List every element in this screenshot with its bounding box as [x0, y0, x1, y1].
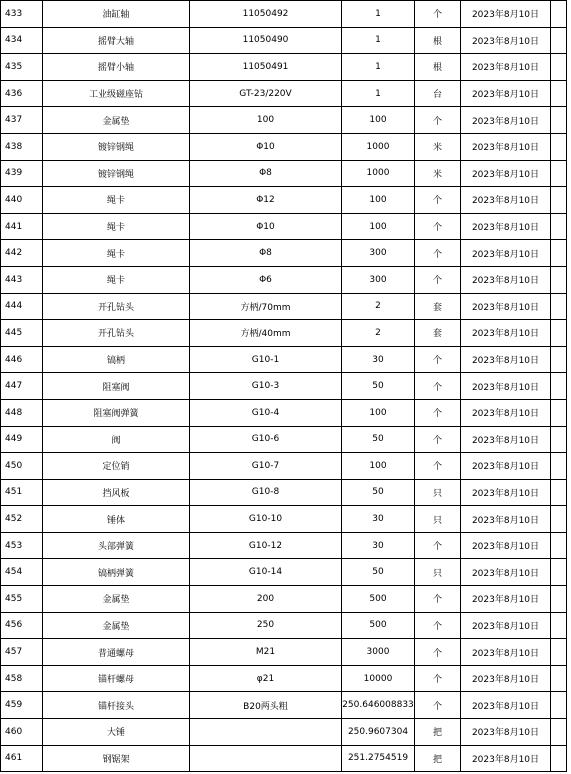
- date-cell: 2023年8月10日: [461, 320, 551, 347]
- item-name-cell: 摇臂大轴: [43, 27, 190, 54]
- unit-cell: 个: [415, 426, 461, 453]
- table-row: [1, 532, 567, 559]
- unit-cell: 把: [415, 719, 461, 746]
- spec-cell: G10-6: [190, 426, 342, 453]
- quantity-cell: 10000: [342, 665, 415, 692]
- unit-cell: 套: [415, 320, 461, 347]
- table-row: [1, 1, 567, 28]
- date-cell: 2023年8月10日: [461, 399, 551, 426]
- row-number-cell: 459: [1, 692, 43, 719]
- spec-cell: Φ10: [190, 133, 342, 160]
- row-number-cell: 456: [1, 612, 43, 639]
- row-number-cell: 440: [1, 187, 43, 214]
- quantity-cell: 500: [342, 586, 415, 613]
- spec-cell: M21: [190, 639, 342, 666]
- item-name-cell: 绳卡: [43, 240, 190, 267]
- unit-cell: 米: [415, 160, 461, 187]
- table-row: [1, 80, 567, 107]
- table-row: [1, 559, 567, 586]
- date-cell: 2023年8月10日: [461, 107, 551, 134]
- table-row: [1, 320, 567, 347]
- quantity-cell: 100: [342, 453, 415, 480]
- date-cell: 2023年8月10日: [461, 719, 551, 746]
- date-cell: 2023年8月10日: [461, 559, 551, 586]
- empty-cell: [551, 27, 567, 54]
- empty-cell: [551, 320, 567, 347]
- date-cell: 2023年8月10日: [461, 160, 551, 187]
- item-name-cell: 绳卡: [43, 213, 190, 240]
- spec-cell: 250: [190, 612, 342, 639]
- date-cell: 2023年8月10日: [461, 479, 551, 506]
- date-cell: 2023年8月10日: [461, 187, 551, 214]
- quantity-cell: 1000: [342, 160, 415, 187]
- unit-cell: 根: [415, 27, 461, 54]
- spec-cell: Φ8: [190, 240, 342, 267]
- item-name-cell: 金属垫: [43, 586, 190, 613]
- empty-cell: [551, 692, 567, 719]
- table-row: [1, 665, 567, 692]
- row-number-cell: 453: [1, 532, 43, 559]
- spec-cell: 11050491: [190, 54, 342, 81]
- quantity-cell: 1: [342, 80, 415, 107]
- item-name-cell: 定位销: [43, 453, 190, 480]
- row-number-cell: 458: [1, 665, 43, 692]
- table-row: [1, 506, 567, 533]
- item-name-cell: 阻塞阀: [43, 373, 190, 400]
- table-row: [1, 27, 567, 54]
- quantity-cell: 50: [342, 559, 415, 586]
- item-name-cell: 摇臂小轴: [43, 54, 190, 81]
- table-row: [1, 266, 567, 293]
- row-number-cell: 442: [1, 240, 43, 267]
- quantity-cell: 50: [342, 373, 415, 400]
- date-cell: 2023年8月10日: [461, 426, 551, 453]
- date-cell: 2023年8月10日: [461, 532, 551, 559]
- row-number-cell: 444: [1, 293, 43, 320]
- empty-cell: [551, 479, 567, 506]
- row-number-cell: 450: [1, 453, 43, 480]
- item-name-cell: 镐柄弹簧: [43, 559, 190, 586]
- row-number-cell: 441: [1, 213, 43, 240]
- item-name-cell: 普通螺母: [43, 639, 190, 666]
- empty-cell: [551, 426, 567, 453]
- unit-cell: 个: [415, 532, 461, 559]
- unit-cell: 个: [415, 213, 461, 240]
- empty-cell: [551, 160, 567, 187]
- empty-cell: [551, 213, 567, 240]
- spec-cell: G10-3: [190, 373, 342, 400]
- unit-cell: 个: [415, 266, 461, 293]
- quantity-cell: 250.9607304: [342, 719, 415, 746]
- spec-cell: 200: [190, 586, 342, 613]
- empty-cell: [551, 346, 567, 373]
- row-number-cell: 443: [1, 266, 43, 293]
- row-number-cell: 435: [1, 54, 43, 81]
- table-row: [1, 160, 567, 187]
- row-number-cell: 447: [1, 373, 43, 400]
- date-cell: 2023年8月10日: [461, 373, 551, 400]
- row-number-cell: 449: [1, 426, 43, 453]
- unit-cell: 个: [415, 639, 461, 666]
- row-number-cell: 451: [1, 479, 43, 506]
- quantity-cell: 50: [342, 426, 415, 453]
- date-cell: 2023年8月10日: [461, 133, 551, 160]
- unit-cell: 套: [415, 293, 461, 320]
- spec-cell: Φ10: [190, 213, 342, 240]
- quantity-cell: 1: [342, 27, 415, 54]
- spec-cell: 11050492: [190, 1, 342, 28]
- unit-cell: 个: [415, 346, 461, 373]
- row-number-cell: 457: [1, 639, 43, 666]
- table-row: [1, 692, 567, 719]
- item-name-cell: 绳卡: [43, 266, 190, 293]
- spec-cell: B20两头粗: [190, 692, 342, 719]
- quantity-cell: 250.646008833: [342, 692, 415, 719]
- spec-cell: G10-12: [190, 532, 342, 559]
- quantity-cell: 251.2754519: [342, 745, 415, 772]
- item-name-cell: 工业级磁座钻: [43, 80, 190, 107]
- row-number-cell: 439: [1, 160, 43, 187]
- empty-cell: [551, 719, 567, 746]
- quantity-cell: 300: [342, 266, 415, 293]
- spec-cell: 方柄/70mm: [190, 293, 342, 320]
- empty-cell: [551, 133, 567, 160]
- empty-cell: [551, 559, 567, 586]
- spec-cell: Φ8: [190, 160, 342, 187]
- item-name-cell: 锚杆接头: [43, 692, 190, 719]
- row-number-cell: 438: [1, 133, 43, 160]
- row-number-cell: 436: [1, 80, 43, 107]
- table-row: [1, 346, 567, 373]
- date-cell: 2023年8月10日: [461, 80, 551, 107]
- item-name-cell: 阻塞阀弹簧: [43, 399, 190, 426]
- item-name-cell: 镀锌钢绳: [43, 133, 190, 160]
- quantity-cell: 100: [342, 107, 415, 134]
- spec-cell: Φ12: [190, 187, 342, 214]
- table-row: [1, 745, 567, 772]
- spec-cell: Φ6: [190, 266, 342, 293]
- spec-cell: φ21: [190, 665, 342, 692]
- quantity-cell: 1: [342, 54, 415, 81]
- row-number-cell: 448: [1, 399, 43, 426]
- spec-cell: G10-8: [190, 479, 342, 506]
- empty-cell: [551, 399, 567, 426]
- unit-cell: 个: [415, 240, 461, 267]
- empty-cell: [551, 373, 567, 400]
- table-row: [1, 54, 567, 81]
- item-name-cell: 油缸轴: [43, 1, 190, 28]
- row-number-cell: 437: [1, 107, 43, 134]
- unit-cell: 米: [415, 133, 461, 160]
- unit-cell: 台: [415, 80, 461, 107]
- row-number-cell: 452: [1, 506, 43, 533]
- table-row: [1, 719, 567, 746]
- item-name-cell: 头部弹簧: [43, 532, 190, 559]
- quantity-cell: 50: [342, 479, 415, 506]
- date-cell: 2023年8月10日: [461, 745, 551, 772]
- spec-cell: [190, 745, 342, 772]
- table-row: [1, 479, 567, 506]
- quantity-cell: 1000: [342, 133, 415, 160]
- date-cell: 2023年8月10日: [461, 612, 551, 639]
- spec-cell: 100: [190, 107, 342, 134]
- table-row: [1, 426, 567, 453]
- empty-cell: [551, 1, 567, 28]
- empty-cell: [551, 293, 567, 320]
- quantity-cell: 300: [342, 240, 415, 267]
- unit-cell: 根: [415, 54, 461, 81]
- table-body: [1, 1, 567, 772]
- item-name-cell: 阀: [43, 426, 190, 453]
- quantity-cell: 30: [342, 506, 415, 533]
- date-cell: 2023年8月10日: [461, 506, 551, 533]
- empty-cell: [551, 266, 567, 293]
- empty-cell: [551, 612, 567, 639]
- item-name-cell: 镀锌钢绳: [43, 160, 190, 187]
- unit-cell: 只: [415, 506, 461, 533]
- table-row: [1, 107, 567, 134]
- empty-cell: [551, 453, 567, 480]
- quantity-cell: 100: [342, 399, 415, 426]
- date-cell: 2023年8月10日: [461, 453, 551, 480]
- empty-cell: [551, 506, 567, 533]
- row-number-cell: 434: [1, 27, 43, 54]
- unit-cell: 个: [415, 373, 461, 400]
- empty-cell: [551, 54, 567, 81]
- date-cell: 2023年8月10日: [461, 692, 551, 719]
- unit-cell: 个: [415, 1, 461, 28]
- quantity-cell: 500: [342, 612, 415, 639]
- date-cell: 2023年8月10日: [461, 27, 551, 54]
- item-name-cell: 锤体: [43, 506, 190, 533]
- quantity-cell: 3000: [342, 639, 415, 666]
- unit-cell: 个: [415, 399, 461, 426]
- table-row: [1, 586, 567, 613]
- empty-cell: [551, 107, 567, 134]
- item-name-cell: 开孔钻头: [43, 293, 190, 320]
- item-name-cell: 锚杆螺母: [43, 665, 190, 692]
- empty-cell: [551, 745, 567, 772]
- quantity-cell: 1: [342, 1, 415, 28]
- row-number-cell: 433: [1, 1, 43, 28]
- item-name-cell: 金属垫: [43, 107, 190, 134]
- spec-cell: G10-1: [190, 346, 342, 373]
- spec-cell: GT-23/220V: [190, 80, 342, 107]
- unit-cell: 个: [415, 187, 461, 214]
- empty-cell: [551, 665, 567, 692]
- spec-cell: G10-4: [190, 399, 342, 426]
- unit-cell: 只: [415, 479, 461, 506]
- unit-cell: 把: [415, 745, 461, 772]
- unit-cell: 个: [415, 665, 461, 692]
- unit-cell: 个: [415, 586, 461, 613]
- quantity-cell: 100: [342, 213, 415, 240]
- quantity-cell: 100: [342, 187, 415, 214]
- table-row: [1, 240, 567, 267]
- table-row: [1, 453, 567, 480]
- date-cell: 2023年8月10日: [461, 639, 551, 666]
- date-cell: 2023年8月10日: [461, 266, 551, 293]
- table-row: [1, 399, 567, 426]
- date-cell: 2023年8月10日: [461, 54, 551, 81]
- item-name-cell: 绳卡: [43, 187, 190, 214]
- spec-cell: 11050490: [190, 27, 342, 54]
- row-number-cell: 460: [1, 719, 43, 746]
- date-cell: 2023年8月10日: [461, 213, 551, 240]
- row-number-cell: 445: [1, 320, 43, 347]
- quantity-cell: 30: [342, 532, 415, 559]
- quantity-cell: 2: [342, 293, 415, 320]
- table-row: [1, 187, 567, 214]
- date-cell: 2023年8月10日: [461, 665, 551, 692]
- table-row: [1, 373, 567, 400]
- spec-cell: [190, 719, 342, 746]
- empty-cell: [551, 586, 567, 613]
- spec-cell: 方柄/40mm: [190, 320, 342, 347]
- row-number-cell: 454: [1, 559, 43, 586]
- item-name-cell: 大锤: [43, 719, 190, 746]
- item-name-cell: 钢锯架: [43, 745, 190, 772]
- spec-cell: G10-14: [190, 559, 342, 586]
- table-row: [1, 612, 567, 639]
- date-cell: 2023年8月10日: [461, 586, 551, 613]
- table-row: [1, 639, 567, 666]
- table-row: [1, 293, 567, 320]
- item-name-cell: 金属垫: [43, 612, 190, 639]
- unit-cell: 个: [415, 107, 461, 134]
- quantity-cell: 2: [342, 320, 415, 347]
- item-name-cell: 挡风板: [43, 479, 190, 506]
- unit-cell: 个: [415, 692, 461, 719]
- row-number-cell: 461: [1, 745, 43, 772]
- unit-cell: 个: [415, 612, 461, 639]
- empty-cell: [551, 532, 567, 559]
- date-cell: 2023年8月10日: [461, 346, 551, 373]
- quantity-cell: 30: [342, 346, 415, 373]
- empty-cell: [551, 639, 567, 666]
- item-name-cell: 镐柄: [43, 346, 190, 373]
- empty-cell: [551, 187, 567, 214]
- empty-cell: [551, 240, 567, 267]
- date-cell: 2023年8月10日: [461, 1, 551, 28]
- unit-cell: 个: [415, 453, 461, 480]
- date-cell: 2023年8月10日: [461, 293, 551, 320]
- empty-cell: [551, 80, 567, 107]
- row-number-cell: 446: [1, 346, 43, 373]
- spec-cell: G10-7: [190, 453, 342, 480]
- table-row: [1, 133, 567, 160]
- unit-cell: 只: [415, 559, 461, 586]
- row-number-cell: 455: [1, 586, 43, 613]
- item-name-cell: 开孔钻头: [43, 320, 190, 347]
- spec-cell: G10-10: [190, 506, 342, 533]
- date-cell: 2023年8月10日: [461, 240, 551, 267]
- table-row: [1, 213, 567, 240]
